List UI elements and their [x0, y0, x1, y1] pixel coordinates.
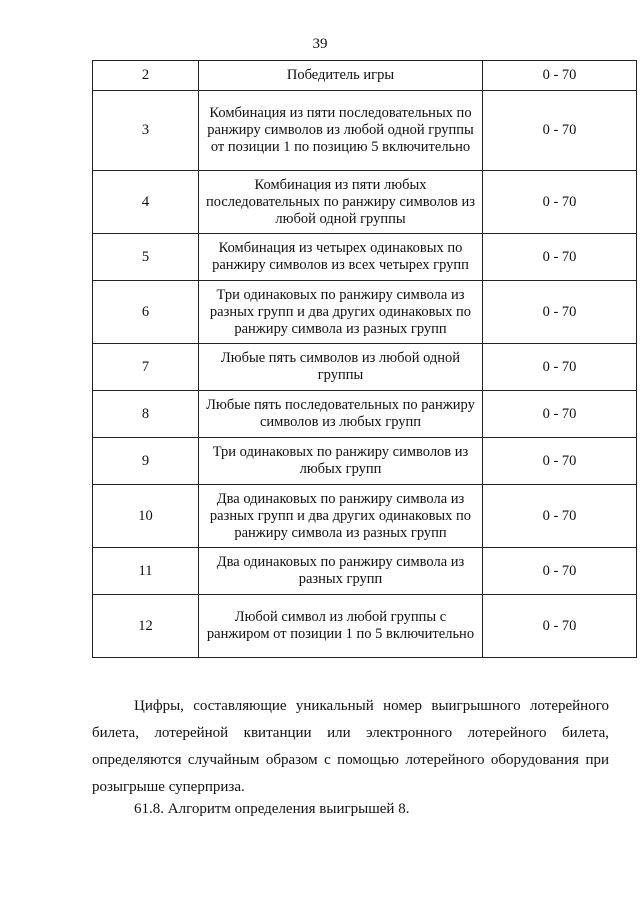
row-number-cell: 4 [93, 171, 199, 234]
combination-cell: Три одинаковых по ранжиру символов из любых групп [199, 438, 483, 485]
row-number-cell: 8 [93, 391, 199, 438]
row-number-cell: 11 [93, 548, 199, 595]
combination-cell: Любые пять последовательных по ранжиру символов из любых групп [199, 391, 483, 438]
row-number-cell: 7 [93, 344, 199, 391]
percent-range-cell: 0 - 70 [483, 548, 637, 595]
table-row [93, 91, 637, 171]
table-row [93, 281, 637, 344]
body-paragraph: Цифры, составляющие уникальный номер выигрышного лотерейного билета, лотерейной квитанции или электронного лотерейного билета, определяются случайным образом с помощью лотерейного оборудования при розыгрыше суперприза. [92, 698, 609, 795]
row-number-cell: 2 [93, 61, 199, 91]
combination-cell: Комбинация из пяти последовательных по ранжиру символов из любой одной группы от позиции 1 по позицию 5 включительно [199, 91, 483, 171]
combination-cell: Два одинаковых по ранжиру символа из разных групп [199, 548, 483, 595]
combination-cell: Три одинаковых по ранжиру символа из разных групп и два других одинаковых по ранжиру символа из разных групп [199, 281, 483, 344]
combination-cell: Любой символ из любой группы с ранжиром от позиции 1 по 5 включительно [199, 595, 483, 658]
row-number-cell: 6 [93, 281, 199, 344]
prize-table [92, 60, 637, 658]
percent-range-cell: 0 - 70 [483, 595, 637, 658]
percent-range-cell: 0 - 70 [483, 91, 637, 171]
row-number-cell: 12 [93, 595, 199, 658]
combination-cell: Победитель игры [199, 61, 483, 91]
percent-range-cell: 0 - 70 [483, 485, 637, 548]
combination-cell: Комбинация из четырех одинаковых по ранжиру символов из всех четырех групп [199, 234, 483, 281]
table-row [93, 234, 637, 281]
percent-range-cell: 0 - 70 [483, 344, 637, 391]
page-number: 39 [312, 36, 328, 52]
table-row [93, 438, 637, 485]
percent-range-cell: 0 - 70 [483, 234, 637, 281]
row-number-cell: 3 [93, 91, 199, 171]
row-number-cell: 9 [93, 438, 199, 485]
table-row [93, 548, 637, 595]
percent-range-cell: 0 - 70 [483, 61, 637, 91]
table-row [93, 344, 637, 391]
table-row [93, 391, 637, 438]
table-row [93, 171, 637, 234]
combination-cell: Комбинация из пяти любых последовательных по ранжиру символов из любой одной группы [199, 171, 483, 234]
table-row [93, 595, 637, 658]
percent-range-cell: 0 - 70 [483, 391, 637, 438]
percent-range-cell: 0 - 70 [483, 171, 637, 234]
table-row [93, 61, 637, 91]
section-heading-paragraph: 61.8. Алгоритм определения выигрышей 8. [134, 801, 410, 817]
row-number-cell: 10 [93, 485, 199, 548]
row-number-cell: 5 [93, 234, 199, 281]
percent-range-cell: 0 - 70 [483, 438, 637, 485]
combination-cell: Любые пять символов из любой одной группы [199, 344, 483, 391]
table-row [93, 485, 637, 548]
combination-cell: Два одинаковых по ранжиру символа из разных групп и два других одинаковых по ранжиру символа из разных групп [199, 485, 483, 548]
percent-range-cell: 0 - 70 [483, 281, 637, 344]
